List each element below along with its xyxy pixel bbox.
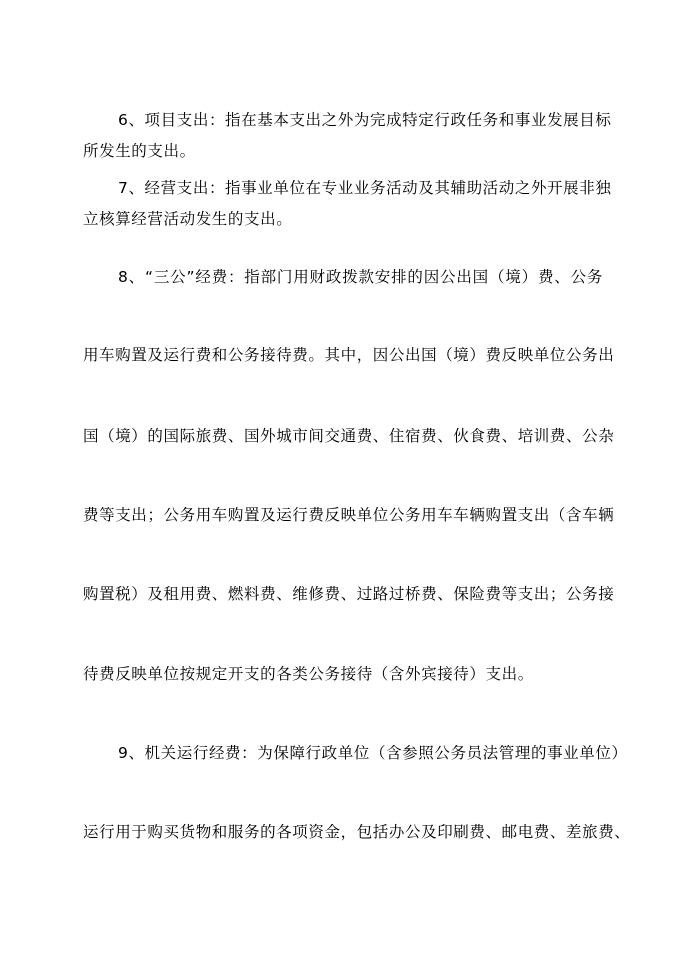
paragraph-8-line-3: 国（境）的国际旅费、国外城市间交通费、住宿费、伙食费、培训费、公杂 — [83, 427, 615, 445]
paragraph-8-line-2: 用车购置及运行费和公务接待费。其中，因公出国（境）费反映单位公务出 — [83, 346, 615, 364]
paragraph-7-line-1: 7、经营支出：指事业单位在专业业务活动及其辅助活动之外开展非独 — [118, 179, 612, 197]
paragraph-9-line-1: 9、机关运行经费：为保障行政单位（含参照公务员法管理的事业单位） — [118, 744, 628, 762]
paragraph-8-line-6: 待费反映单位按规定开支的各类公务接待（含外宾接待）支出。 — [83, 665, 534, 683]
paragraph-9-line-2: 运行用于购买货物和服务的各项资金，包括办公及印刷费、邮电费、差旅费、 — [83, 823, 631, 841]
paragraph-7-line-2: 立核算经营活动发生的支出。 — [83, 210, 293, 228]
paragraph-6-line-2: 所发生的支出。 — [83, 142, 196, 160]
paragraph-8-line-4: 费等支出；公务用车购置及运行费反映单位公务用车车辆购置支出（含车辆 — [83, 506, 615, 524]
paragraph-8-line-5: 购置税）及租用费、燃料费、维修费、过路过桥费、保险费等支出；公务接 — [83, 585, 615, 603]
paragraph-8-line-1: 8、“三公”经费：指部门用财政拨款安排的因公出国（境）费、公务 — [118, 268, 603, 286]
paragraph-6-line-1: 6、项目支出：指在基本支出之外为完成特定行政任务和事业发展目标 — [118, 111, 612, 129]
